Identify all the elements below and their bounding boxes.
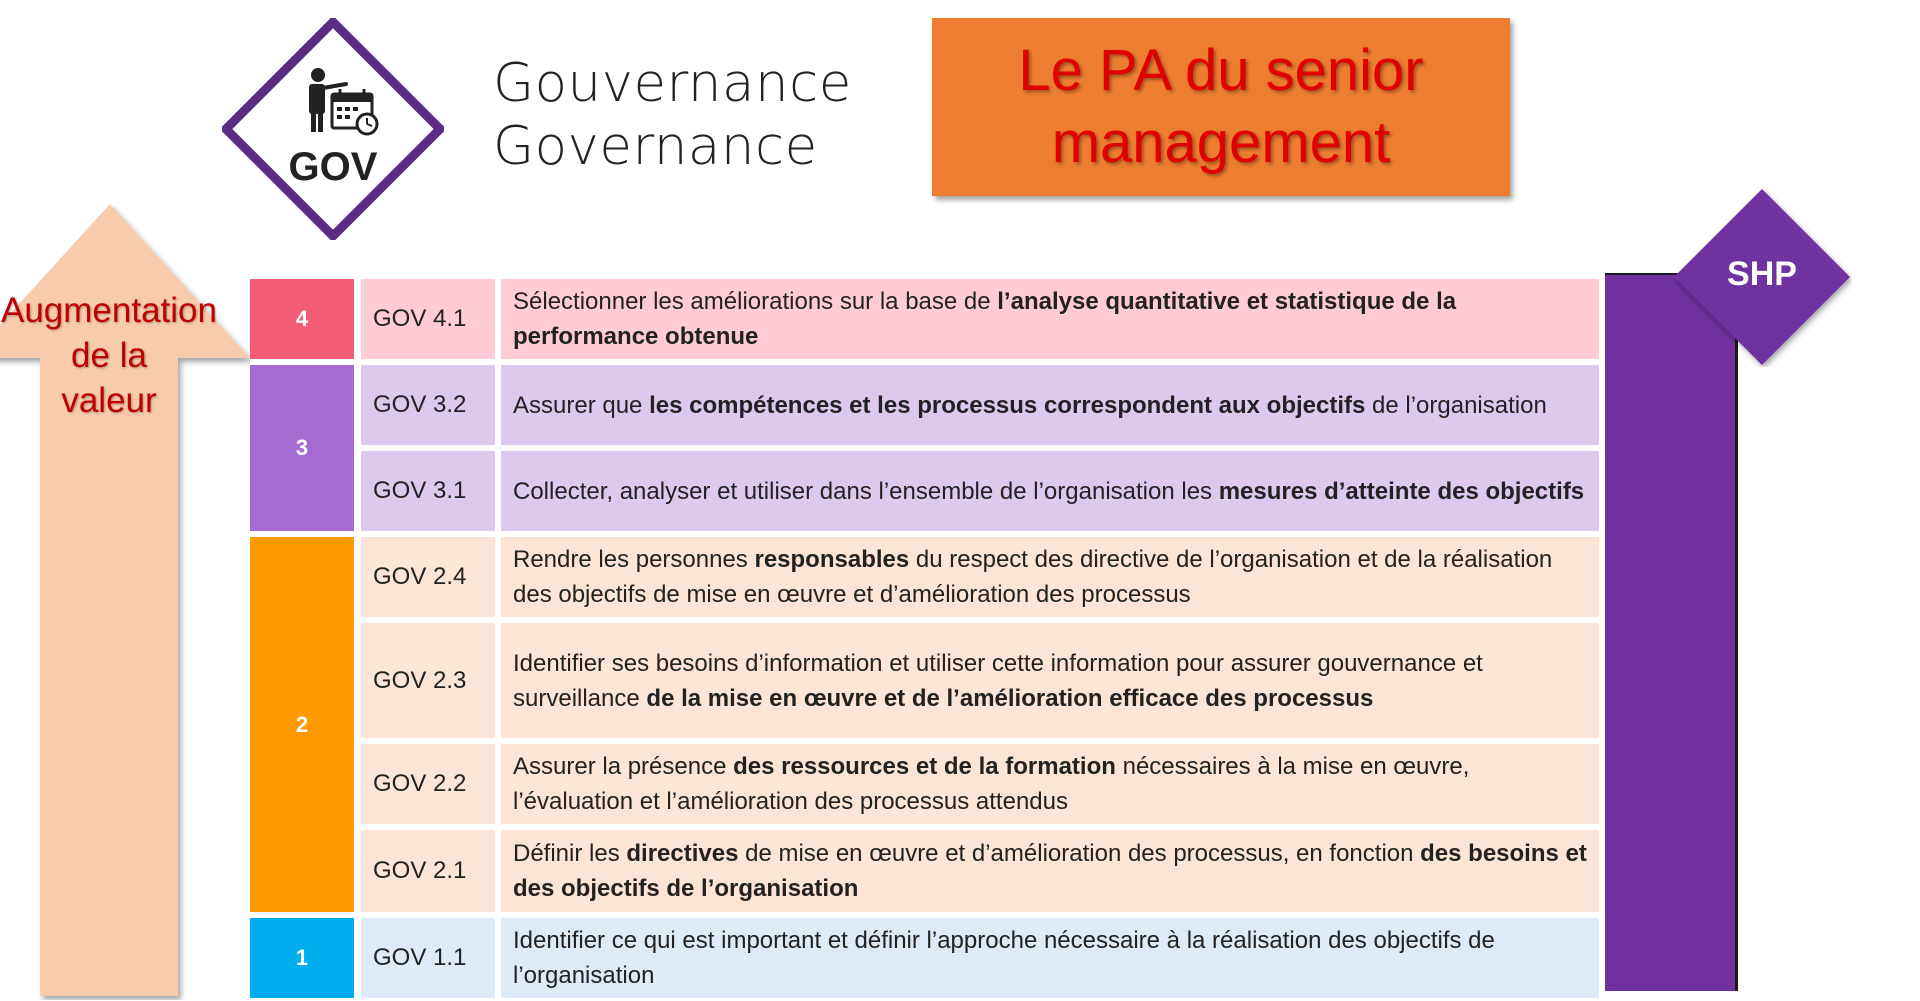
level-2-number: 2 [295,711,309,737]
practice-code: GOV 3.1 [361,451,495,531]
shp-label: SHP [1727,255,1797,293]
gov-badge-label: GOV [288,145,378,189]
level-1-number: 1 [295,945,309,970]
practice-description: Collecter, analyser et utiliser dans l’ensemble de l’organisation les mesures d’atteinte des objectifs [501,451,1599,531]
title-english: Governance [493,116,818,177]
practice-description: Identifier ce qui est important et définir l’approche nécessaire à la réalisation des objectifs de l’organisation [501,918,1599,998]
practice-description: Identifier ses besoins d’information et utiliser cette information pour assurer gouvernance et surveillance de la mise en œuvre et de l’amélioration efficace des processus [501,623,1599,738]
page-title [493,52,852,178]
practice-code: GOV 2.1 [361,830,495,912]
level-4-cell [250,279,354,359]
practice-description: Assurer la présence des ressources et de la formation nécessaires à la mise en œuvre, l’évaluation et l’amélioration des processus attendus [501,744,1599,824]
arrow-label-line2: de la [71,336,147,375]
gov-badge [222,18,444,240]
practice-code: GOV 2.3 [361,623,495,738]
practice-description: Rendre les personnes responsables du respect des directive de l’organisation et de la réalisation des objectifs de mise en œuvre et d’amélioration des processus [501,537,1599,617]
level-4-number: 4 [295,306,309,331]
title-box-line2: management [1051,110,1391,175]
practice-description: Définir les directives de mise en œuvre et d’amélioration des processus, en fonction des besoins et des objectifs de l’organisation [501,830,1599,912]
level-3-number: 3 [295,435,309,460]
arrow-label-line3: valeur [61,381,157,420]
practice-description: Assurer que les compétences et les processus correspondent aux objectifs de l’organisation [501,365,1599,445]
practice-code: GOV 2.2 [361,744,495,824]
level-2-cell [250,537,354,912]
practice-code: GOV 4.1 [361,279,495,359]
title-box-text [932,35,1510,179]
title-box-line1: Le PA du senior [1018,38,1424,103]
practice-code: GOV 2.4 [361,537,495,617]
practice-code: GOV 1.1 [361,918,495,998]
title-french: Gouvernance [493,53,852,114]
title-box [932,18,1510,196]
arrow-label-line1: Augmentation [1,291,217,330]
shp-bar [1605,273,1738,991]
arrow-label [0,288,218,423]
practice-description: Sélectionner les améliorations sur la base de l’analyse quantitative et statistique de la performance obtenue [501,279,1599,359]
level-3-cell [250,365,354,531]
practice-code: GOV 3.2 [361,365,495,445]
level-1-cell [250,918,354,998]
